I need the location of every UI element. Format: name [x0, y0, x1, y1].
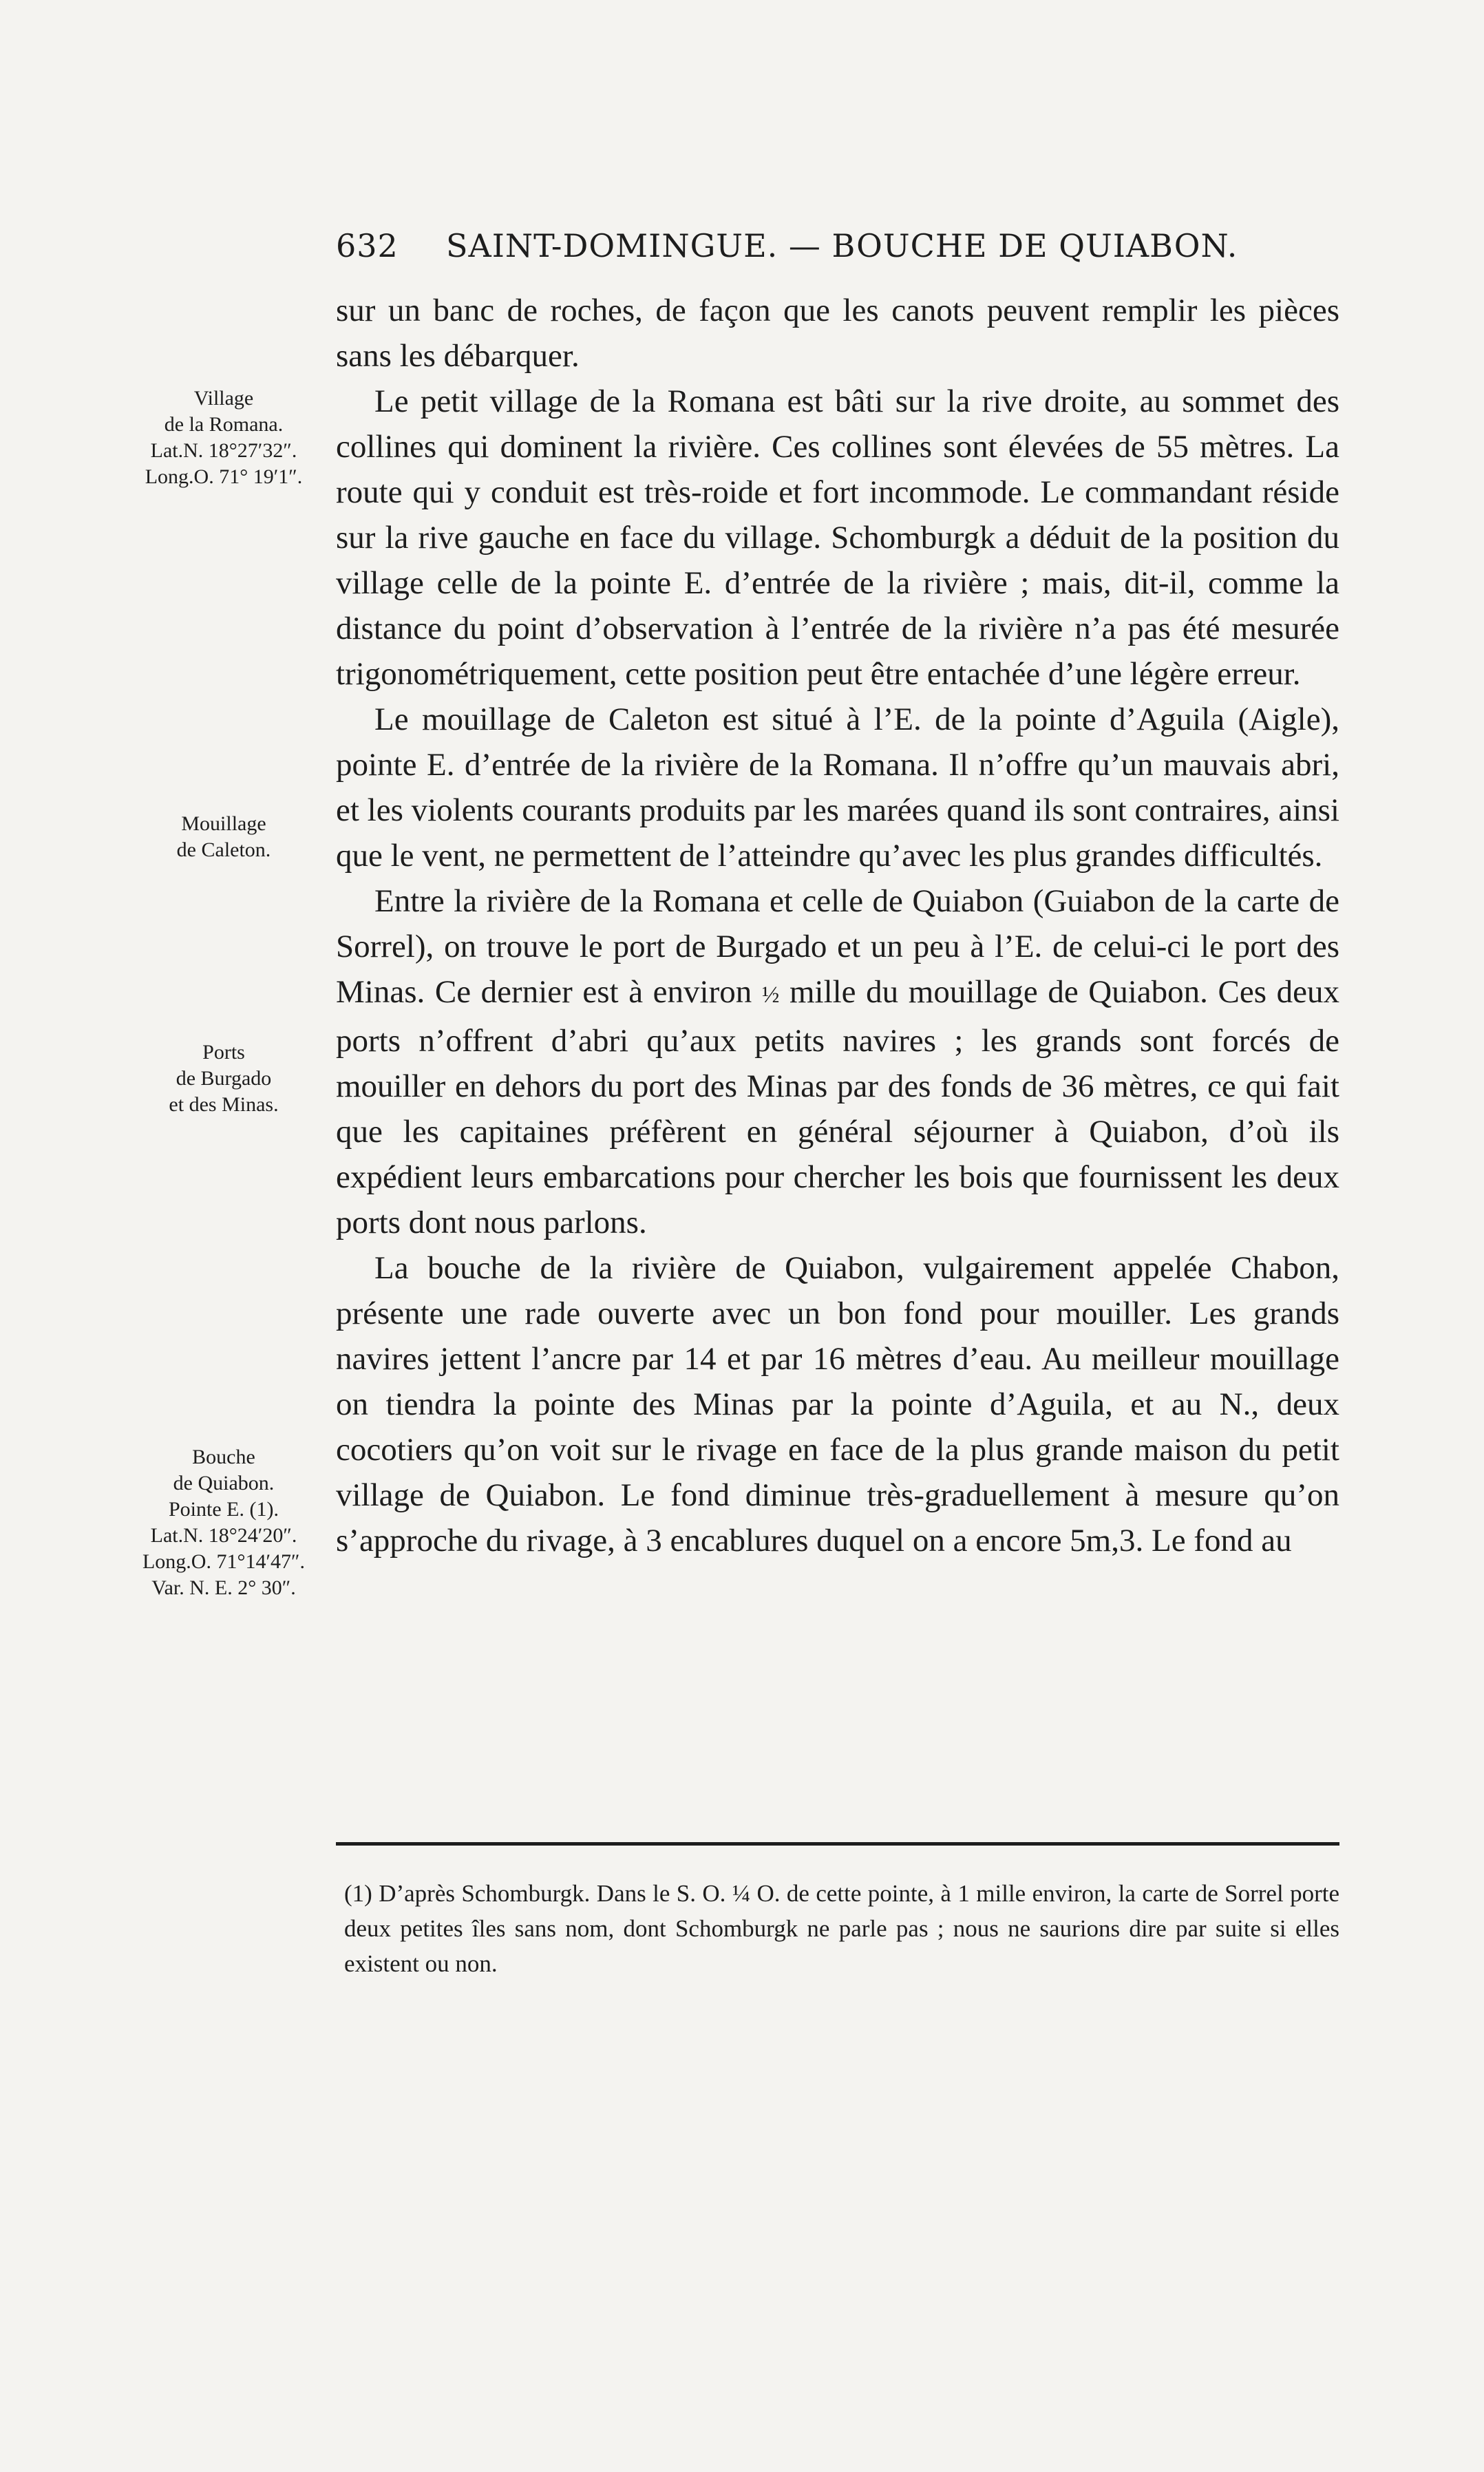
- margin-note-line: de Quiabon.: [173, 1472, 275, 1494]
- margin-note-line: Pointe E. (1).: [169, 1498, 279, 1521]
- margin-note-line: Village: [193, 387, 254, 410]
- margin-note-romana: [120, 385, 327, 490]
- margin-note-line: Long.O. 71° 19′1″.: [145, 465, 303, 488]
- paragraph-burgado: [336, 878, 1339, 1245]
- margin-note-line: et des Minas.: [169, 1093, 279, 1116]
- paragraph-quiabon: La bouche de la rivière de Quiabon, vulgairement appelée Chabon, présente une rade ouverte avec un bon fond pour mouiller. Les grands navires jettent l’ancre par 14 et par 16 mètres d’eau. Au meilleur mouillage on tiendra la pointe des Minas par la pointe d’Aguila, et au N., deux cocotiers qu’on voit sur le rivage en face de la plus grande maison du petit village de Quiabon. Le fond diminue très-graduellement à mesure qu’on s’approche du rivage, à 3 encablures duquel on a encore 5m,3. Le fond au: [336, 1250, 1339, 1559]
- margin-note-line: Long.O. 71°14′47″.: [142, 1550, 306, 1573]
- paragraph-continuation: sur un banc de roches, de façon que les canots peuvent remplir les pièces sans les débarquer.: [336, 293, 1339, 374]
- margin-note-caleton: [120, 811, 327, 863]
- fraction: ½: [761, 982, 780, 1008]
- margin-note-line: de Caleton.: [176, 838, 271, 861]
- running-header: [336, 227, 1339, 275]
- margin-note-line: Lat.N. 18°24′20″.: [150, 1524, 297, 1547]
- margin-note-line: Lat.N. 18°27′32″.: [150, 439, 297, 462]
- footnote: (1) D’après Schomburgk. Dans le S. O. ¼ O. de cette pointe, à 1 mille environ, la carte de Sorrel porte deux petites îles sans nom, dont Schomburgk ne parle pas ; nous ne saurions dire par suite si elles existent ou non.: [344, 1880, 1339, 1977]
- main-text: [336, 288, 1339, 1563]
- margin-note-line: Bouche: [192, 1446, 255, 1468]
- paragraph-romana: Le petit village de la Romana est bâti sur la rive droite, au sommet des collines qui dominent la rivière. Ces collines sont élevées de 55 mètres. La route qui y conduit est très-roide et fort incommode. Le commandant réside sur la rive gauche en face du village. Schomburgk a déduit de la position du village celle de la pointe E. d’entrée de la rivière ; mais, dit-il, comme la distance du point d’observation à l’entrée de la rivière n’a pas été mesurée trigonométriquement, cette position peut être entachée d’une légère erreur.: [336, 383, 1339, 692]
- margin-note-burgado: [120, 1039, 327, 1118]
- page-title: SAINT-DOMINGUE. — BOUCHE DE QUIABON.: [446, 227, 1238, 264]
- paragraph-caleton: Le mouillage de Caleton est situé à l’E. de la pointe d’Aguila (Aigle), pointe E. d’entrée de la rivière de la Romana. Il n’offre qu’un mauvais abri, et les violents courants produits par les marées quand ils sont contraires, ainsi que le vent, ne permettent de l’atteindre qu’avec les plus grandes difficultés.: [336, 701, 1339, 874]
- margin-note-line: Ports: [202, 1041, 245, 1064]
- paragraph-text: mille du mouillage de Quiabon. Ces deux ports n’offrent d’abri qu’aux petits navires ; les grands sont forcés de mouiller en dehors du port des Minas par des fonds de 36 mètres, ce qui fait que les capitaines préfèrent en général séjourner à Quiabon, d’où ils expédient leurs embarcations pour chercher les bois que fournissent les deux ports dont nous parlons.: [336, 974, 1339, 1240]
- margin-note-quiabon: [120, 1444, 327, 1601]
- margin-note-line: de Burgado: [176, 1067, 272, 1090]
- paragraph-text: Entre la rivière de la Romana et celle de Quiabon (Guiabon de la carte de Sorrel), on trouve le port de Burgado et un peu à l’E. de celui-ci le port des Minas. Ce dernier est à environ: [336, 883, 1339, 1010]
- page-number: 632: [336, 227, 399, 264]
- margin-note-line: Mouillage: [181, 812, 266, 835]
- margin-note-line: Var. N. E. 2° 30″.: [151, 1576, 296, 1599]
- footnote-rule: [336, 1842, 1339, 1846]
- margin-note-line: de la Romana.: [164, 413, 284, 436]
